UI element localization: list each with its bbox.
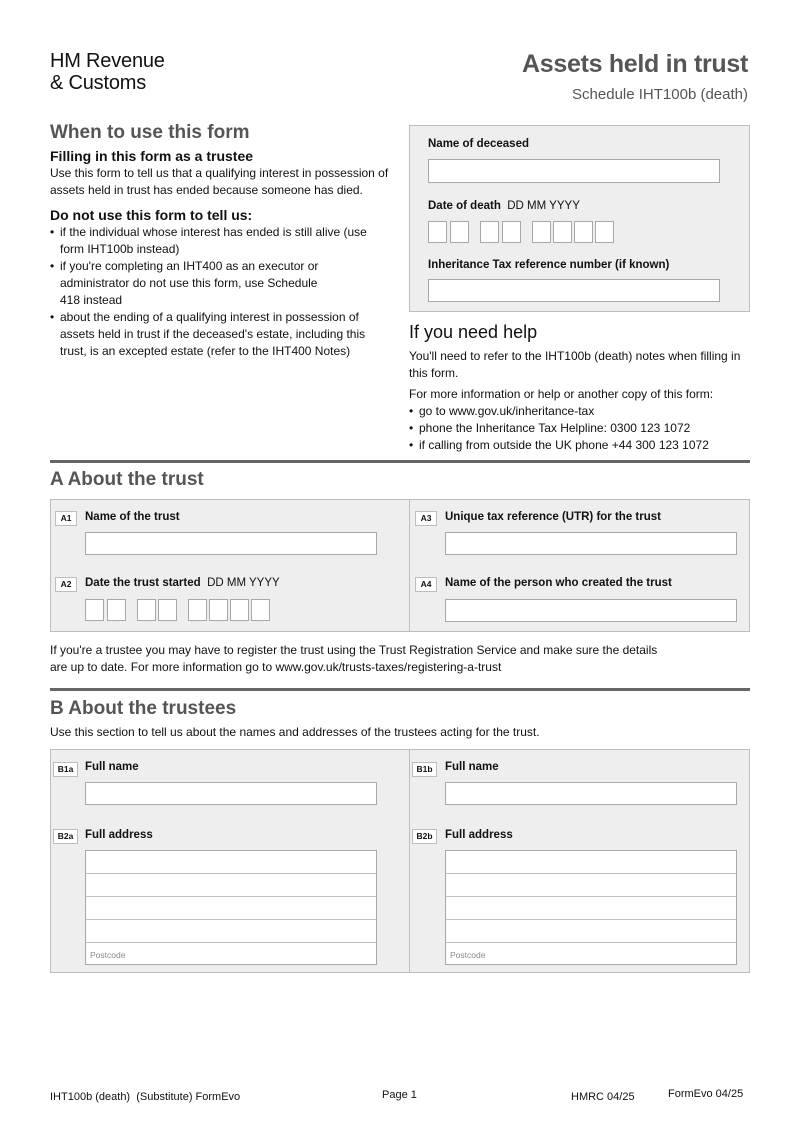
do-not-use-heading: Do not use this form to tell us:: [50, 207, 253, 223]
list-item: • if you're completing an IHT400 as an executor or administrator do not use this form, use Schedule 418 instead: [50, 258, 330, 309]
deceased-name-label: Name of deceased: [428, 138, 529, 150]
address-line-divider: [446, 919, 736, 920]
trust-utr-label: Unique tax reference (UTR) for the trust: [445, 511, 661, 523]
trustee-2-name-input[interactable]: [445, 782, 737, 805]
question-number-a1: A1: [55, 511, 77, 526]
help-para-1: You'll need to refer to the IHT100b (death) notes when filling in this form.: [409, 349, 741, 380]
date-of-death-label: [428, 200, 580, 212]
date-of-death-label-text: Date of death: [428, 200, 501, 212]
question-number-b1a: B1a: [53, 762, 78, 777]
form-subtitle: Schedule IHT100b (death): [572, 86, 748, 103]
postcode-placeholder: Postcode: [450, 950, 486, 960]
question-number-a4: A4: [415, 577, 437, 592]
address-line-divider: [86, 873, 376, 874]
address-line-divider: [86, 896, 376, 897]
address-line-divider: [446, 942, 736, 943]
trustee-2-address-label: Full address: [445, 829, 513, 841]
trustee-1-name-label: Full name: [85, 761, 139, 773]
date-format-hint: DD MM YYYY: [507, 200, 580, 212]
question-number-a3: A3: [415, 511, 437, 526]
date-box-day-1[interactable]: [428, 221, 447, 243]
substitute-note: (Substitute) FormEvo: [136, 1091, 241, 1103]
section-a-panel: [50, 499, 750, 632]
do-not-use-list: [50, 224, 380, 360]
when-to-use-heading: When to use this form: [50, 122, 250, 143]
help-heading: If you need help: [409, 322, 538, 342]
help-item-overseas-phone: • if calling from outside the UK phone +44 300 123 1072: [409, 437, 754, 454]
trust-registration-note: If you're a trustee you may have to register the trust using the Trust Registration Service and make sure the details are up to date. For more information go to www.gov.uk/trusts-taxes/registering-a-trust: [50, 643, 658, 674]
trust-settlor-label: Name of the person who created the trust: [445, 577, 672, 589]
address-line-divider: [446, 896, 736, 897]
logo-line-2: & Customs: [50, 72, 147, 94]
date-box-year-1[interactable]: [188, 599, 207, 621]
page-number: Page 1: [382, 1089, 417, 1101]
hmrc-logo: [50, 50, 165, 94]
logo-line-1: HM Revenue: [50, 50, 165, 72]
section-b-panel: [50, 749, 750, 973]
date-box-day-1[interactable]: [85, 599, 104, 621]
iht-reference-input[interactable]: [428, 279, 720, 302]
deceased-name-input[interactable]: [428, 159, 720, 183]
trust-name-input[interactable]: [85, 532, 377, 555]
filling-text: Use this form to tell us that a qualifying interest in possession of assets held in trust has ended because someone has died.: [50, 166, 389, 197]
help-para-2: For more information or help or another copy of this form:: [409, 387, 714, 401]
hmrc-version: HMRC 04/25: [571, 1091, 635, 1103]
date-box-month-2[interactable]: [502, 221, 521, 243]
section-a-heading: A About the trust: [50, 469, 204, 490]
help-list: [409, 403, 754, 454]
trust-settlor-input[interactable]: [445, 599, 737, 622]
question-number-a2: A2: [55, 577, 77, 592]
address-line-divider: [446, 873, 736, 874]
list-item: • about the ending of a qualifying interest in possession of assets held in trust if the deceased's estate, including this trust, is an excepted estate (refer to the IHT400 Notes): [50, 309, 380, 360]
trustee-2-address-input[interactable]: [445, 850, 737, 965]
date-box-year-3[interactable]: [574, 221, 593, 243]
iht-reference-label: Inheritance Tax reference number (if known): [428, 259, 670, 271]
trustee-1-address-label: Full address: [85, 829, 153, 841]
trust-start-date-label-text: Date the trust started: [85, 577, 201, 589]
trust-utr-input[interactable]: [445, 532, 737, 555]
question-number-b1b: B1b: [412, 762, 437, 777]
date-box-day-2[interactable]: [107, 599, 126, 621]
help-item-website: • go to www.gov.uk/inheritance-tax: [409, 403, 754, 420]
section-b-heading: B About the trustees: [50, 698, 237, 719]
trustee-1-name-input[interactable]: [85, 782, 377, 805]
trustee-2-name-label: Full name: [445, 761, 499, 773]
postcode-placeholder: Postcode: [90, 950, 126, 960]
filling-heading: Filling in this form as a trustee: [50, 148, 254, 164]
form-title: Assets held in trust: [522, 50, 748, 78]
trust-name-label: Name of the trust: [85, 511, 180, 523]
trust-start-date-label: [85, 577, 280, 589]
date-box-year-1[interactable]: [532, 221, 551, 243]
form-reference: IHT100b (death): [50, 1091, 131, 1103]
column-divider: [409, 750, 410, 972]
date-box-month-1[interactable]: [137, 599, 156, 621]
section-b-rule: [50, 688, 750, 691]
address-line-divider: [86, 919, 376, 920]
help-item-phone: • phone the Inheritance Tax Helpline: 0300 123 1072: [409, 420, 754, 437]
date-box-month-1[interactable]: [480, 221, 499, 243]
trustee-1-address-input[interactable]: [85, 850, 377, 965]
column-divider: [409, 500, 410, 631]
date-box-year-4[interactable]: [595, 221, 614, 243]
date-box-year-2[interactable]: [553, 221, 572, 243]
section-a-rule: [50, 460, 750, 463]
address-line-divider: [86, 942, 376, 943]
date-box-year-4[interactable]: [251, 599, 270, 621]
list-item: • if the individual whose interest has ended is still alive (use form IHT100b instead): [50, 224, 380, 258]
section-b-intro: Use this section to tell us about the names and addresses of the trustees acting for the trust.: [50, 725, 540, 739]
date-box-year-2[interactable]: [209, 599, 228, 621]
date-box-year-3[interactable]: [230, 599, 249, 621]
date-box-month-2[interactable]: [158, 599, 177, 621]
question-number-b2a: B2a: [53, 829, 78, 844]
date-format-hint: DD MM YYYY: [207, 577, 280, 589]
formevo-version: FormEvo 04/25: [668, 1088, 744, 1100]
deceased-panel: [409, 125, 750, 312]
date-box-day-2[interactable]: [450, 221, 469, 243]
footer-form-ref: [50, 1091, 240, 1103]
question-number-b2b: B2b: [412, 829, 437, 844]
